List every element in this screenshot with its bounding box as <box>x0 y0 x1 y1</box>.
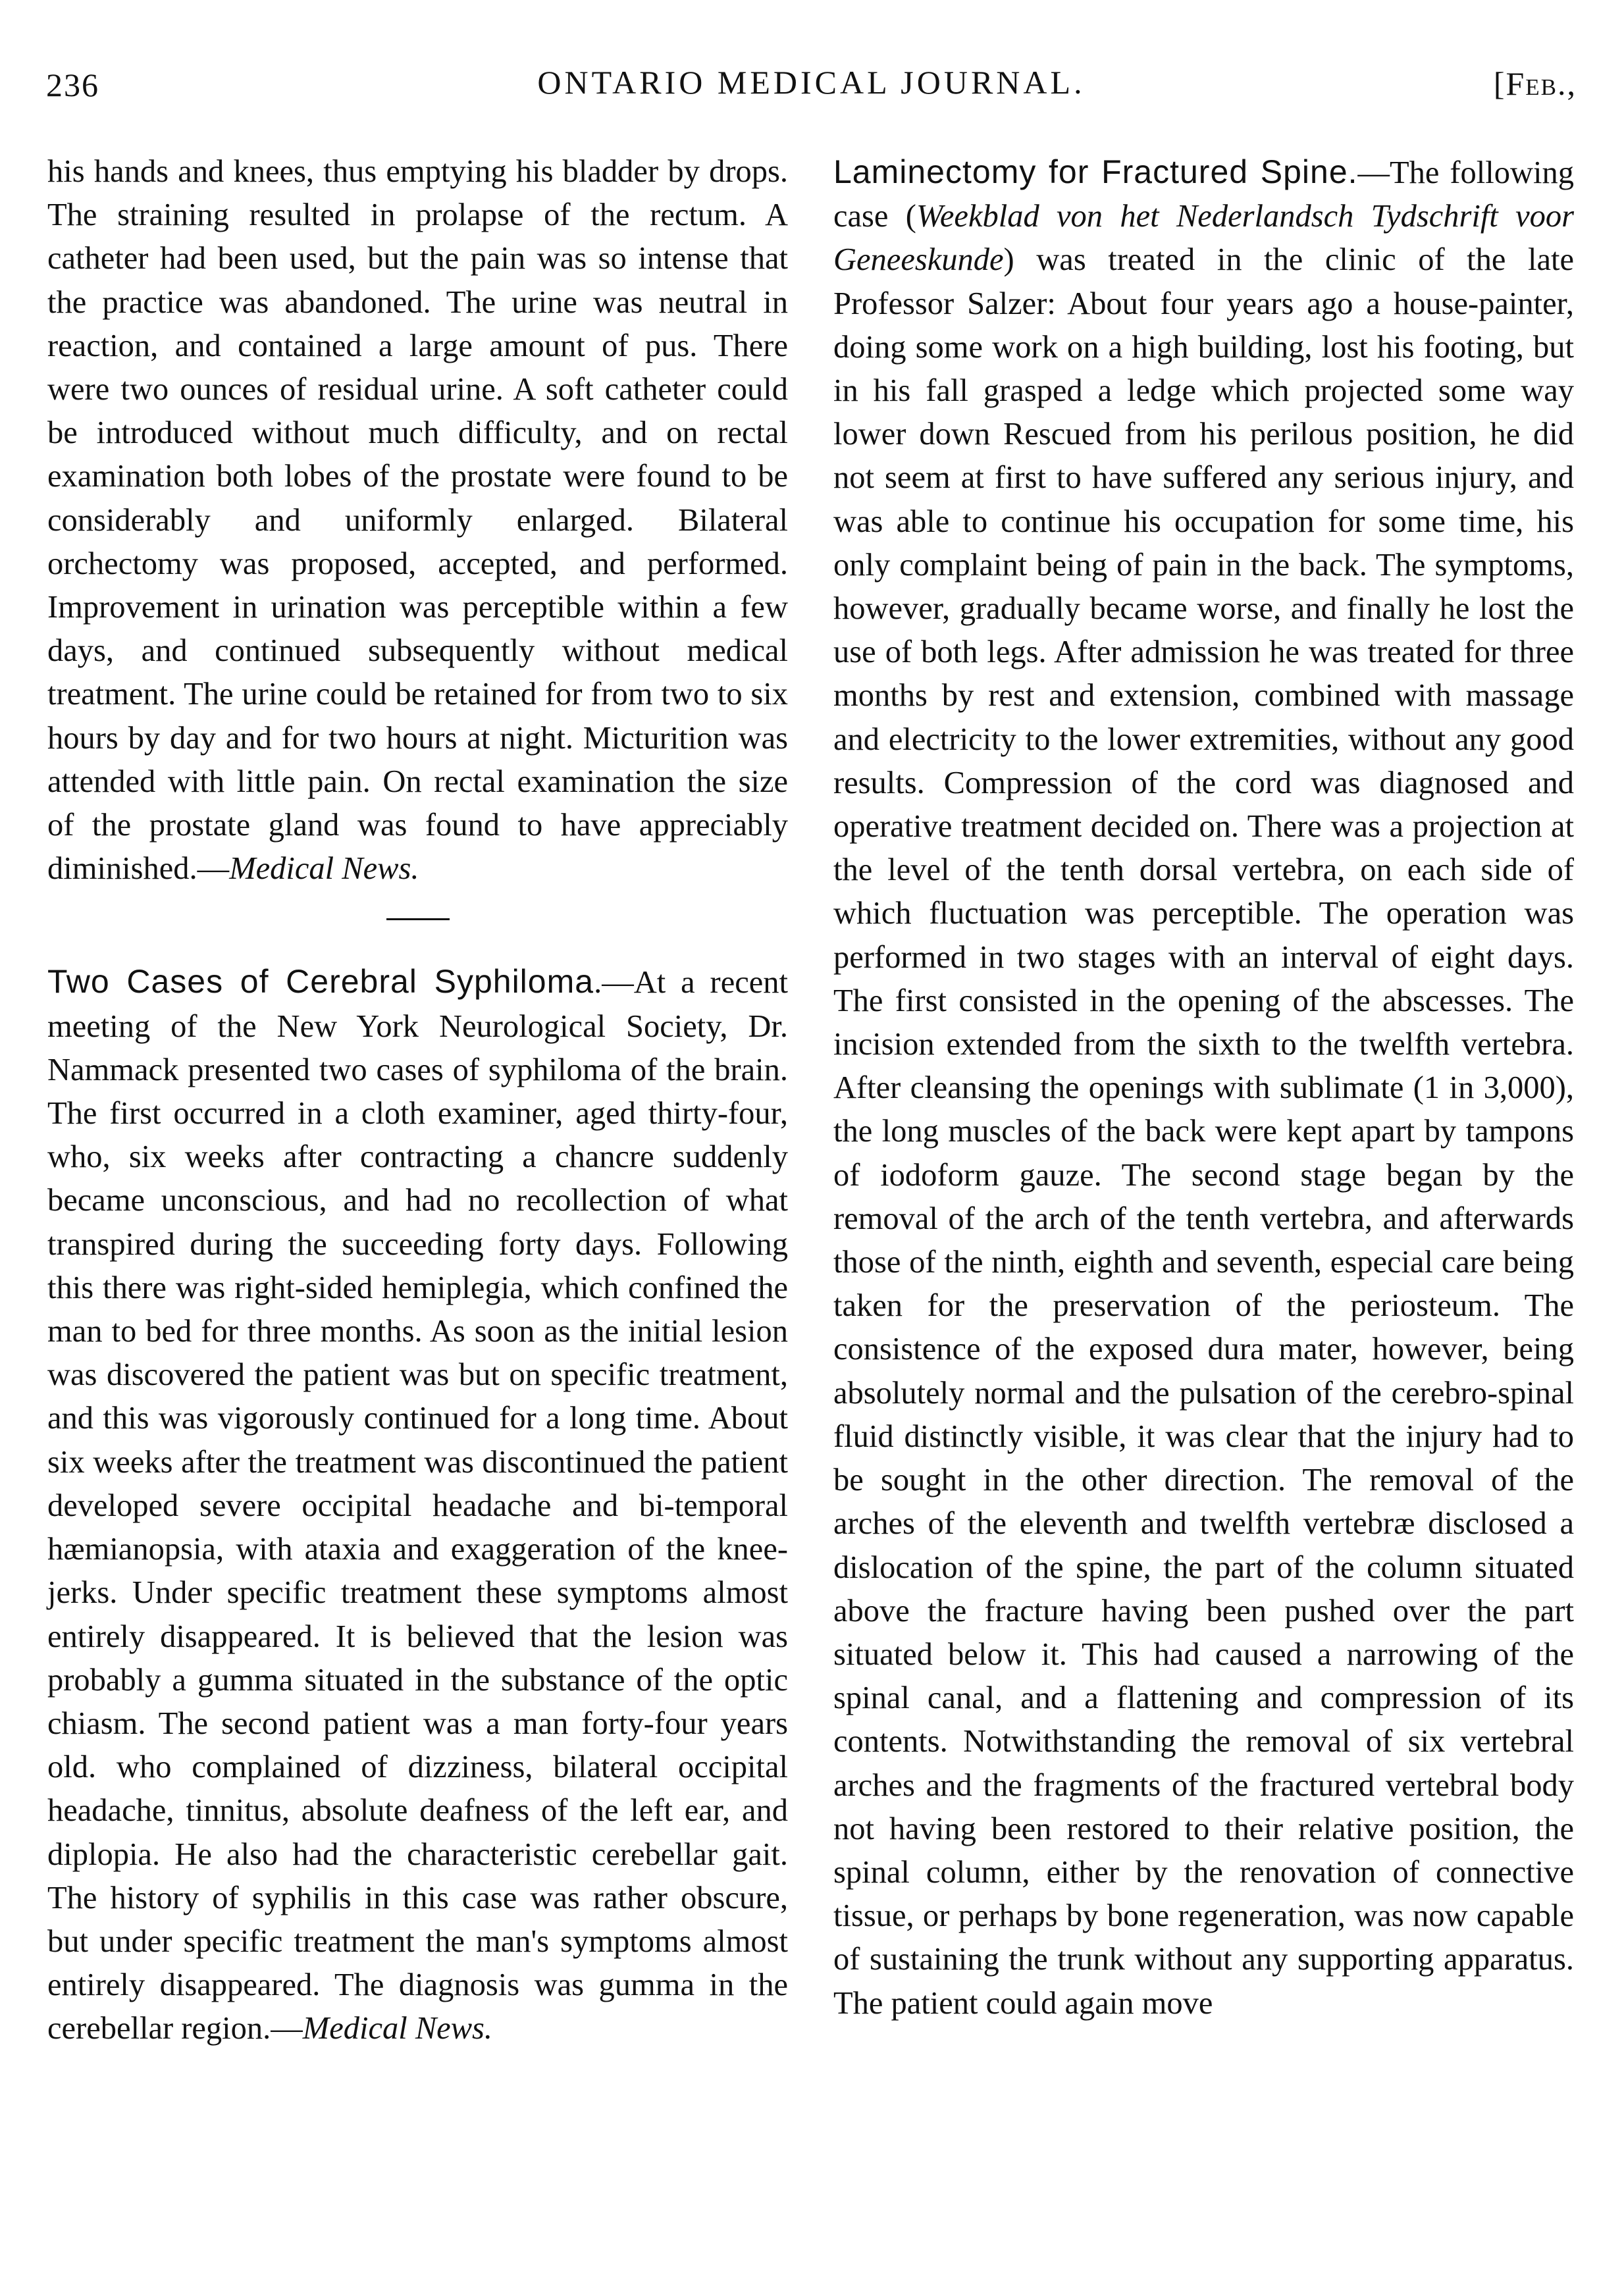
running-head <box>46 63 1577 109</box>
laminectomy-title-dash: — <box>1357 155 1390 190</box>
issue-date: [Feb., <box>1493 65 1577 102</box>
page-number: 236 <box>46 66 99 103</box>
continued-article-paragraph <box>47 150 788 891</box>
syphiloma-article <box>47 960 788 2050</box>
journal-title: ONTARIO MEDICAL JOURNAL. <box>537 64 1086 101</box>
laminectomy-source-journal: Weekblad von het Nederlandsch Tydschrift voor Geneeskunde <box>833 199 1574 278</box>
laminectomy-article-title: Laminectomy for Fractured Spine. <box>833 153 1358 190</box>
syphiloma-article-body: At a recent meeting of the New York Neurological Society, Dr. Nammack presented two cases of syphiloma of the brain. The first occurred in a cloth examiner, aged thirty-four, who, six weeks after contracting a chancre suddenly became unconscious, and had no recollection of what transpired during the succeeding forty days. Following this there was right-sided hemiplegia, which confined the man to bed for three months. As soon as the initial lesion was discovered the patient was but on specific treatment, and this was vigorously continued for a long time. About six weeks after the treatment was discontinued the patient developed severe occipital headache and bi-temporal hæmianopsia, with ataxia and exaggeration of the knee-jerks. Under specific treatment these symptoms almost entirely disappeared. It is believed that the lesion was probably a gumma situated in the substance of the optic chiasm. The second patient was a man forty-four years old. who complained of dizziness, bilateral occipital headache, tinnitus, absolute deafness of the left ear, and diplopia. He also had the characteristic cerebellar gait. The history of syphilis in this case was rather obscure, but under specific treatment the man's symptoms almost entirely disappeared. The diagnosis was gumma in the cerebellar region.— <box>47 965 789 2046</box>
continued-article-source: Medical News. <box>229 851 419 887</box>
syphiloma-article-source: Medical News. <box>302 2011 493 2046</box>
syphiloma-article-title: Two Cases of Cerebral Syphiloma <box>47 963 594 1001</box>
continued-article-text: his hands and knees, thus emptying his bladder by drops. The straining resulted in prolapse of the rectum. A catheter had been used, but the pain was so intense that the practice was abandoned. The urine was neutral in reaction, and contained a large amount of pus. There were two ounces of residual urine. A soft catheter could be introduced without much difficulty, and on rectal examination both lobes of the prostate were found to be considerably and uniformly enlarged. Bilateral orchectomy was proposed, accepted, and performed. Improvement in urination was perceptible within a few days, and continued subsequently without medical treatment. The urine could be retained for from two to six hours by day and for two hours at night. Micturition was attended with little pain. On rectal examination the size of the prostate gland was found to have appreciably diminished.— <box>47 154 788 887</box>
right-column <box>833 150 1574 2025</box>
syphiloma-title-dash: .— <box>594 965 634 1001</box>
left-column <box>47 150 788 2051</box>
article-divider <box>386 918 450 920</box>
laminectomy-article <box>833 150 1574 2025</box>
laminectomy-article-intro: The following case ( <box>833 155 1574 234</box>
laminectomy-article-body: ) was treated in the clinic of the late Professor Salzer: About four years ago a house-painter, doing some work on a high building, lost his footing, but in his fall grasped a ledge which projected some way lower down Rescued from his perilous position, he did not seem at first to have suffered any serious injury, and was able to continue his occupation for some time, his only complaint being of pain in the back. The symptoms, however, gradually became worse, and finally he lost the use of both legs. After admission he was treated for three months by rest and extension, combined with massage and electricity to the lower extremities, without any good results. Compression of the cord was diagnosed and operative treatment decided on. There was a projection at the level of the tenth dorsal vertebra, on each side of which fluctuation was perceptible. The operation was performed in two stages with an interval of eight days. The first consisted in the opening of the abscesses. The incision extended from the sixth to the twelfth vertebra. After cleansing the openings with sublimate (1 in 3,000), the long muscles of the back were kept apart by tampons of iodoform gauze. The second stage began by the removal of the arch of the tenth vertebra, and afterwards those of the ninth, eighth and seventh, especial care being taken for the preservation of the periosteum. The consistence of the exposed dura mater, however, being absolutely normal and the pulsation of the cerebro-spinal fluid distinctly visible, it was clear that the injury had to be sought in the other direction. The removal of the arches of the eleventh and twelfth vertebræ disclosed a dislocation of the spine, the part of the column situated above the fracture having been pushed over the part situated below it. This had caused a narrowing of the spinal canal, and a flattening and compression of its contents. Notwithstanding the removal of six vertebral arches and the fragments of the fractured vertebral body not having been restored to their relative position, the spinal column, either by the renovation of connective tissue, or perhaps by bone regeneration, was now capable of sustaining the trunk without any supporting apparatus. The patient could again move <box>833 242 1574 2021</box>
